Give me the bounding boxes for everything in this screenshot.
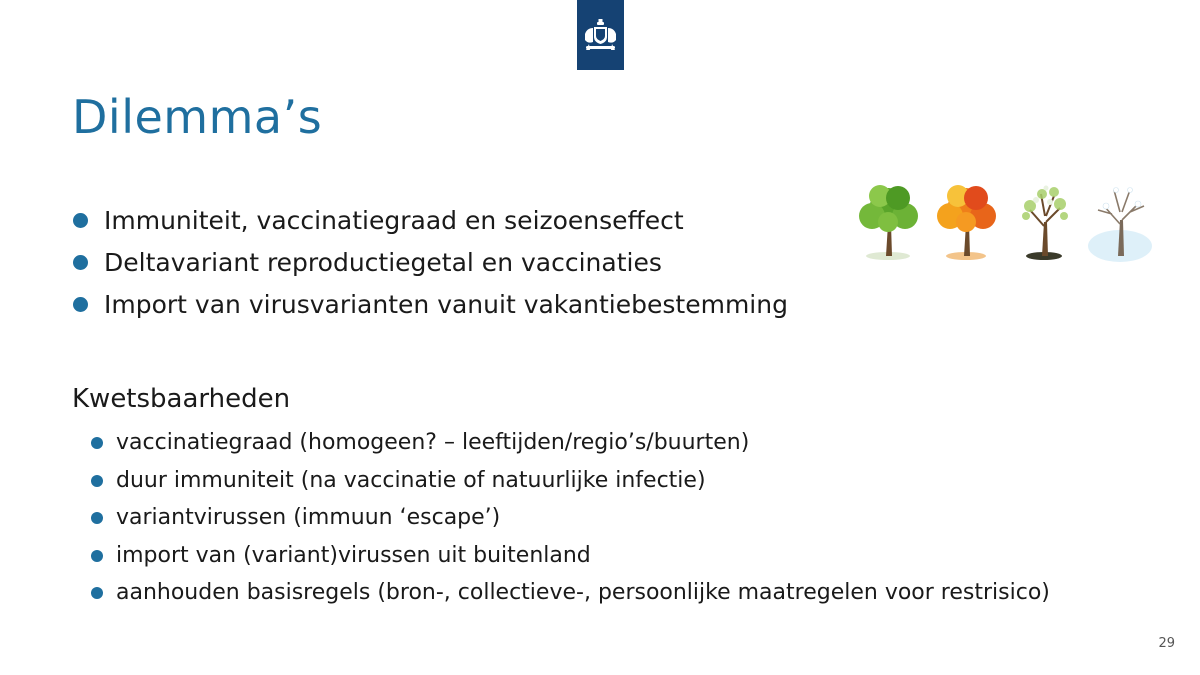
bullet-item: Immuniteit, vaccinatiegraad en seizoenseffect	[72, 200, 788, 242]
spring-tree-icon	[1022, 186, 1068, 261]
bullet-dot-icon	[73, 255, 88, 270]
government-logo	[577, 0, 624, 70]
winter-tree-icon	[1088, 188, 1152, 263]
sub-bullet-item: import van (variant)virussen uit buitenland	[90, 537, 1050, 575]
sub-bullet-list	[90, 424, 1050, 612]
summer-tree-icon	[859, 185, 918, 260]
slide-title: Dilemma’s	[72, 90, 323, 144]
page-number: 29	[1158, 636, 1175, 651]
bullet-dot-icon	[91, 475, 103, 487]
bullet-dot-icon	[91, 587, 103, 599]
autumn-tree-icon	[937, 185, 996, 260]
sub-bullet-item: variantvirussen (immuun ‘escape’)	[90, 499, 1050, 537]
coat-of-arms-icon	[577, 0, 624, 70]
bullet-dot-icon	[91, 512, 103, 524]
sub-bullet-item: duur immuniteit (na vaccinatie of natuurlijke infectie)	[90, 462, 1050, 500]
season-trees-illustration	[850, 176, 1160, 266]
bullet-item: Deltavariant reproductiegetal en vaccinaties	[72, 242, 788, 284]
bullet-dot-icon	[91, 437, 103, 449]
sub-bullet-item: aanhouden basisregels (bron-, collectieve-, persoonlijke maatregelen voor restrisico)	[90, 574, 1050, 612]
bullet-item: Import van virusvarianten vanuit vakantiebestemming	[72, 284, 788, 326]
bullet-dot-icon	[73, 213, 88, 228]
main-bullet-list	[72, 200, 788, 326]
section-label-kwetsbaarheden: Kwetsbaarheden	[72, 384, 291, 414]
bullet-dot-icon	[91, 550, 103, 562]
bullet-dot-icon	[73, 297, 88, 312]
sub-bullet-item: vaccinatiegraad (homogeen? – leeftijden/regio’s/buurten)	[90, 424, 1050, 462]
